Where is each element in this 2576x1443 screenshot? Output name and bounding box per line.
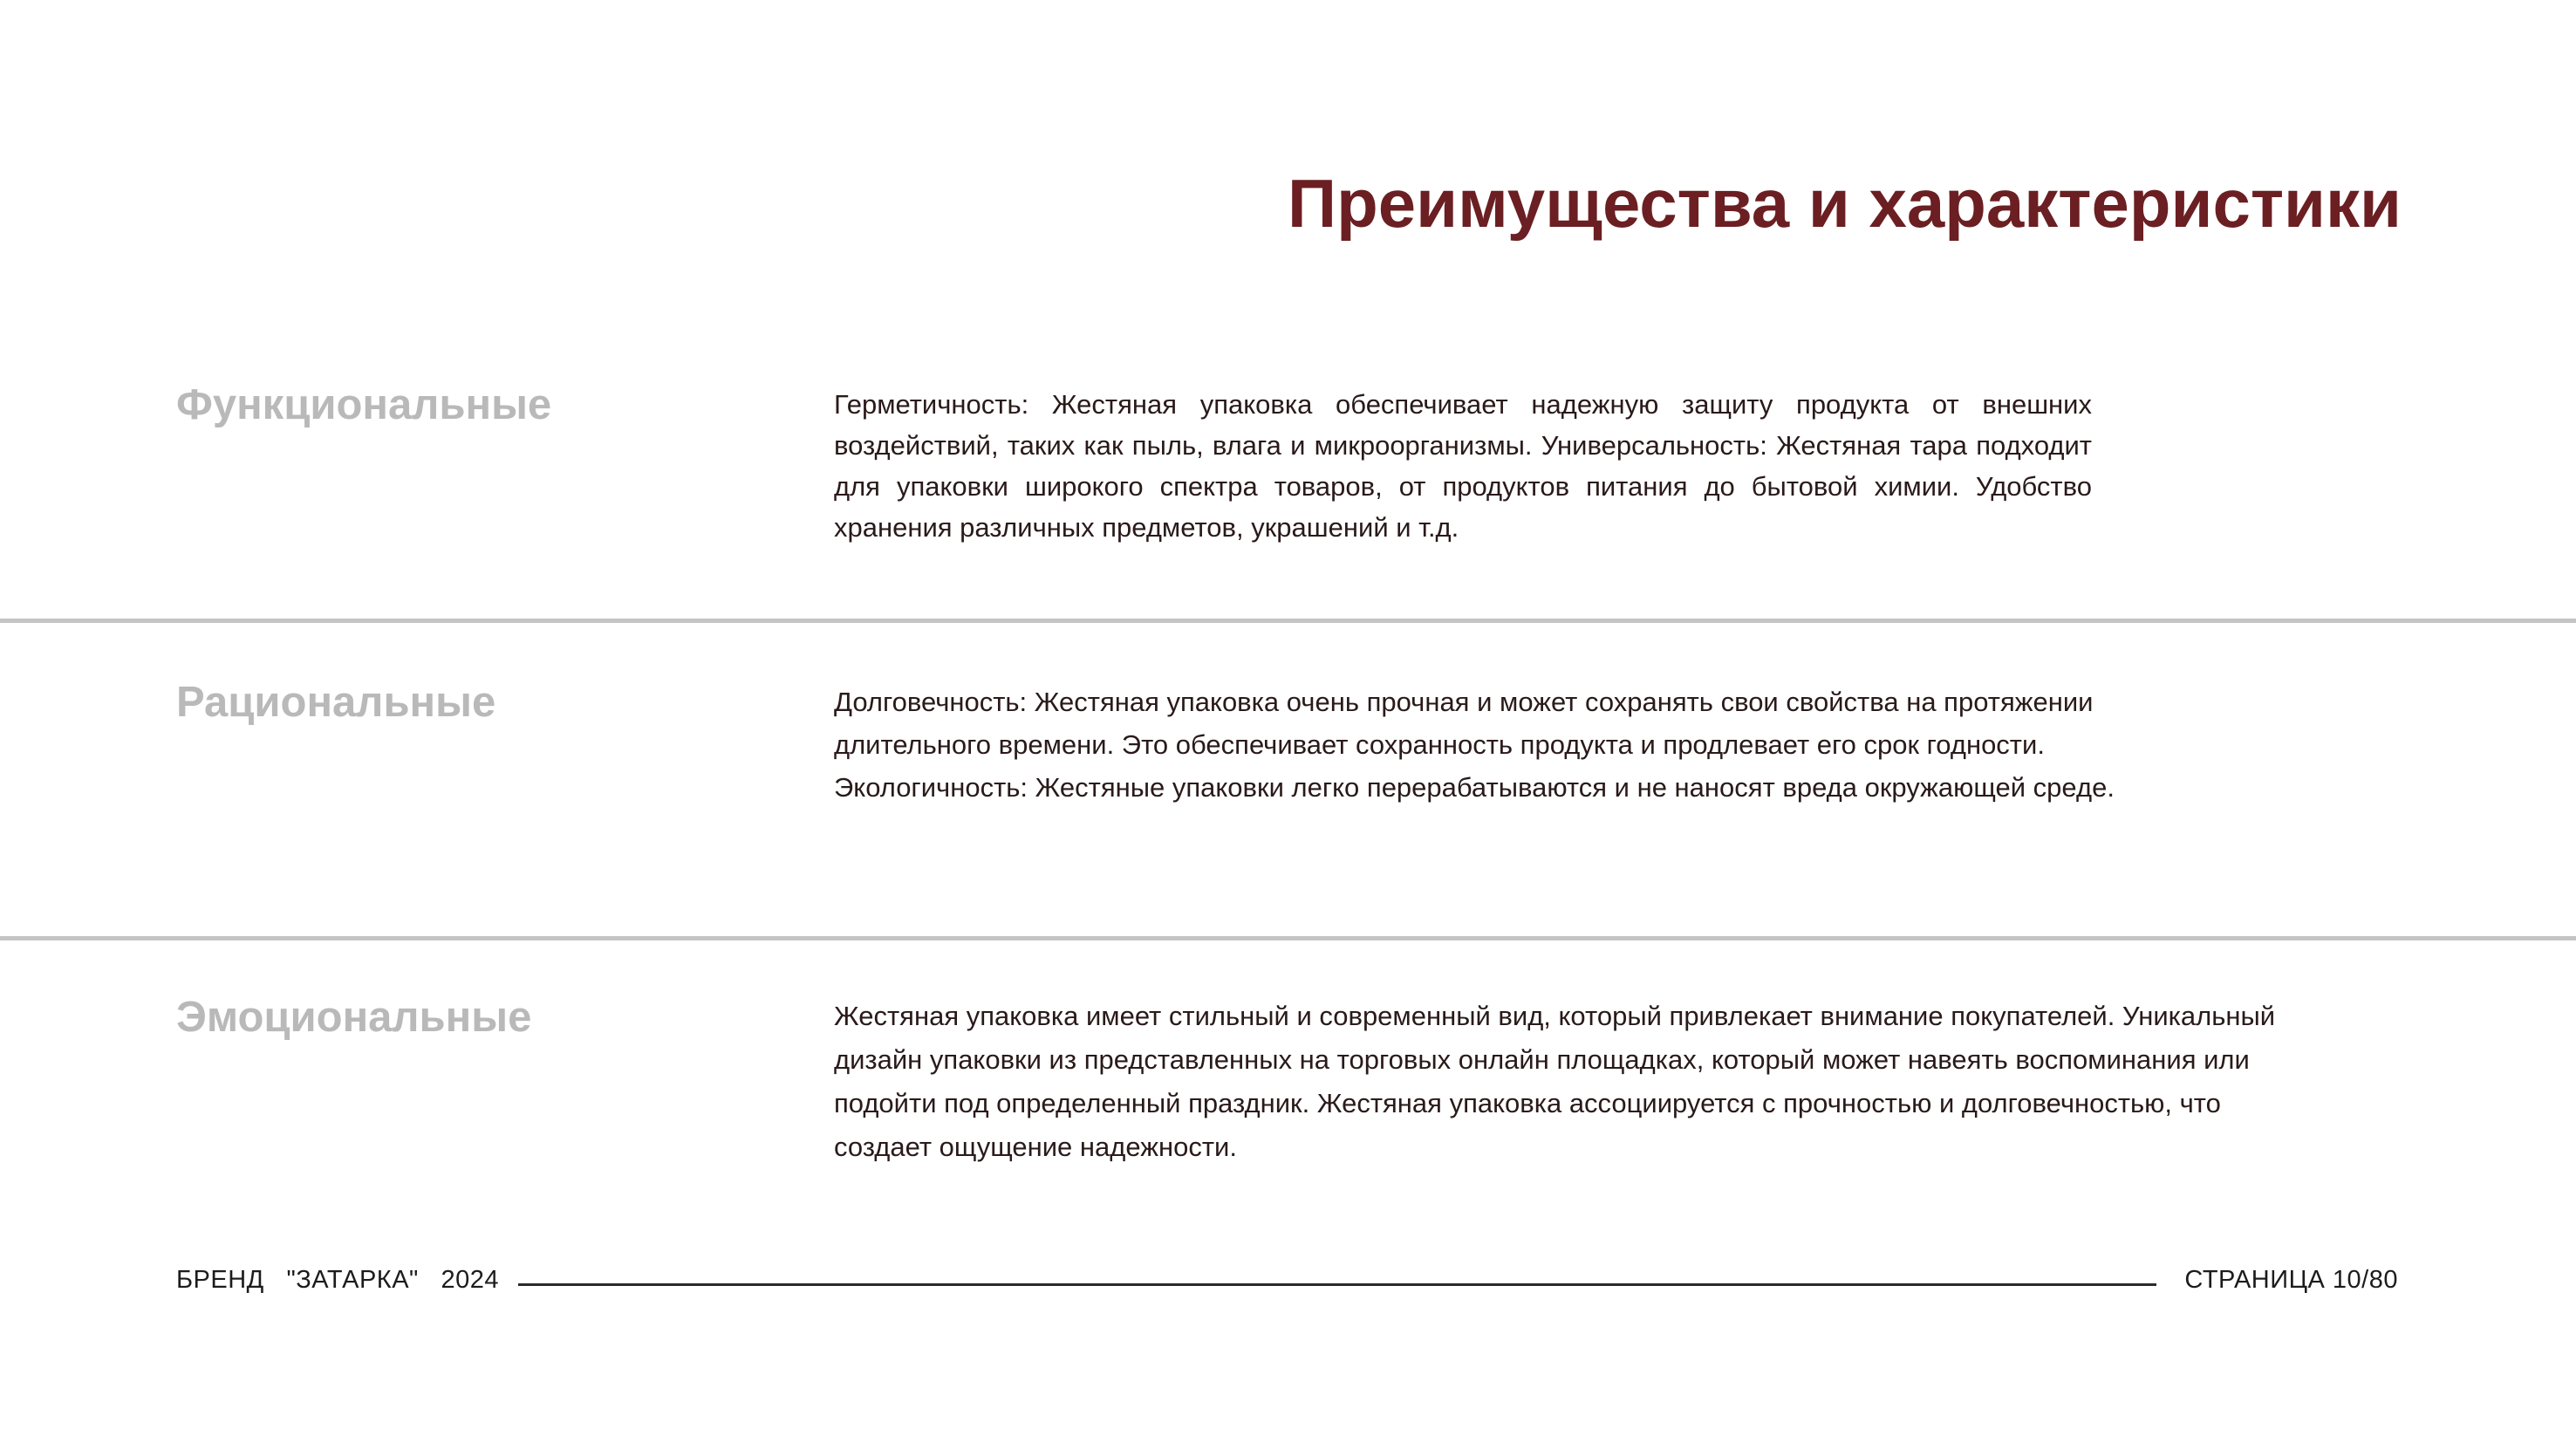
section-label-rational: Рациональные xyxy=(176,679,496,726)
section-divider xyxy=(0,936,2576,940)
section-label-functional: Функциональные xyxy=(176,381,552,428)
section-text-rational: Долговечность: Жестяная упаковка очень прочная и может сохранять свои свойства на протяжении длительного времени. Это обеспечивает сохранность продукта и продлевает его срок годности. Экологичность: Жестяные упаковки легко перерабатываются и не наносят вреда окружающей среде. xyxy=(834,687,2115,803)
page-number: СТРАНИЦА 10/80 xyxy=(2184,1266,2398,1294)
section-text-emotional: Жестяная упаковка имеет стильный и современный вид, который привлекает внимание покупателей. Уникальный дизайн упаковки из представленных на торговых онлайн площадках, который может навеять воспоминания или подойти под определенный праздник. Жестяная упаковка ассоциируется с прочностью и долговечностью, что создает ощущение надежности. xyxy=(834,1001,2276,1162)
footer-rule xyxy=(518,1283,2156,1286)
section-text-functional: Герметичность: Жестяная упаковка обеспечивает надежную защиту продукта от внешних воздействий, таких как пыль, влага и микроорганизмы. Универсальность: Жестяная тара подходит для упаковки широкого спектра товаров, от продуктов питания до бытовой химии. Удобство хранения различных предметов, украшений и т.д. xyxy=(834,389,2092,543)
section-divider xyxy=(0,619,2576,623)
page-title: Преимущества и характеристики xyxy=(1288,165,2402,242)
section-label-emotional: Эмоциональные xyxy=(176,994,532,1041)
footer-brand: БРЕНД "ЗАТАРКА" 2024 xyxy=(176,1266,500,1294)
